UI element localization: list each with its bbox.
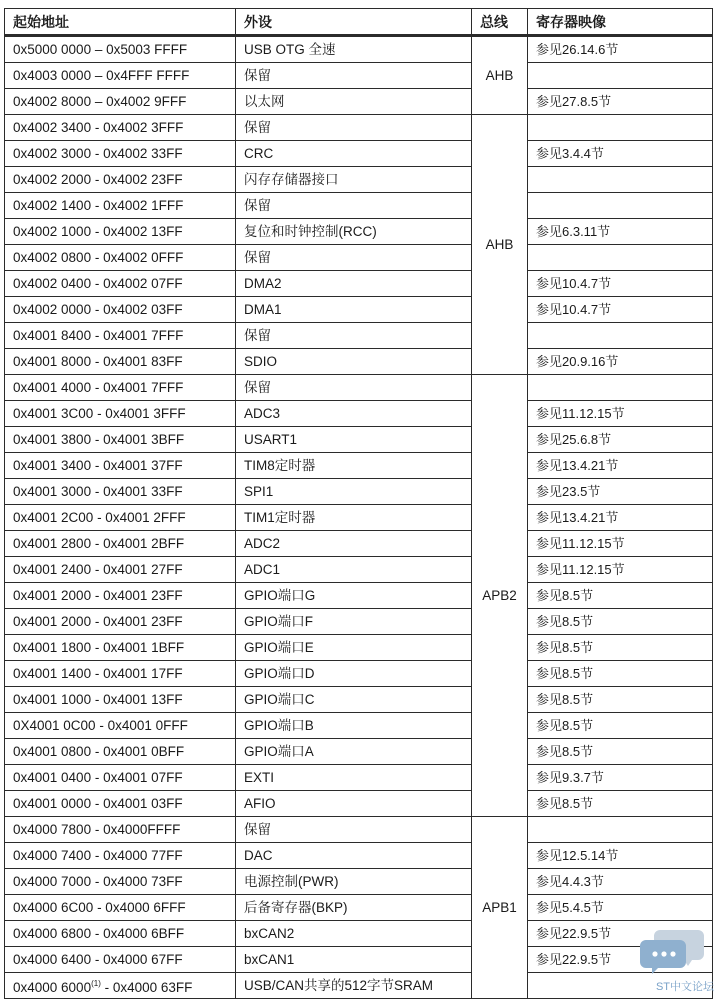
peripheral-cell: EXTI [236,765,472,791]
table-row [5,947,713,973]
peripheral-cell: 复位和时钟控制(RCC) [236,219,472,245]
peripheral-cell: SDIO [236,349,472,375]
start-address-cell: 0x4001 1400 - 0x4001 17FF [5,661,236,687]
start-address-cell: 0x4001 1000 - 0x4001 13FF [5,687,236,713]
start-address-cell: 0x4001 3C00 - 0x4001 3FFF [5,401,236,427]
table-row [5,661,713,687]
start-address-cell: 0x4001 0400 - 0x4001 07FF [5,765,236,791]
peripheral-cell: GPIO端口C [236,687,472,713]
start-address-cell: 0x4000 7800 - 0x4000FFFF [5,817,236,843]
table-row [5,791,713,817]
peripheral-cell: 保留 [236,375,472,401]
register-map-cell: 参见8.5节 [528,739,713,765]
table-row [5,921,713,947]
register-map-cell: 参见13.4.21节 [528,453,713,479]
register-map-cell: 参见8.5节 [528,583,713,609]
table-row [5,115,713,141]
table-row [5,843,713,869]
peripheral-cell: GPIO端口D [236,661,472,687]
table-row [5,817,713,843]
table-row [5,895,713,921]
start-address-cell: 0X4001 0C00 - 0x4001 0FFF [5,713,236,739]
register-map-cell: 参见11.12.15节 [528,557,713,583]
start-address-cell: 0x4000 7000 - 0x4000 73FF [5,869,236,895]
table-row [5,557,713,583]
register-map-cell: 参见20.9.16节 [528,349,713,375]
bus-cell: AHB [472,115,528,375]
header-peripheral: 外设 [236,9,472,36]
table-row [5,635,713,661]
start-address-cell: 0x4001 2800 - 0x4001 2BFF [5,531,236,557]
table-row [5,583,713,609]
peripheral-cell: GPIO端口B [236,713,472,739]
register-map-cell [528,167,713,193]
start-address-cell: 0x4001 2400 - 0x4001 27FF [5,557,236,583]
register-map-cell: 参见5.4.5节 [528,895,713,921]
start-address-cell: 0x4001 0000 - 0x4001 03FF [5,791,236,817]
peripheral-cell: 闪存存储器接口 [236,167,472,193]
start-address-cell: 0x4001 8000 - 0x4001 83FF [5,349,236,375]
table-row [5,271,713,297]
peripheral-cell: DMA1 [236,297,472,323]
peripheral-cell: GPIO端口E [236,635,472,661]
register-map-cell: 参见10.4.7节 [528,297,713,323]
peripheral-cell: bxCAN1 [236,947,472,973]
bus-cell: AHB [472,36,528,115]
register-map-cell: 参见4.4.3节 [528,869,713,895]
peripheral-cell: 保留 [236,817,472,843]
table-row [5,609,713,635]
table-row [5,297,713,323]
register-map-cell: 参见27.8.5节 [528,89,713,115]
table-row [5,401,713,427]
start-address-cell: 0x4001 3000 - 0x4001 33FF [5,479,236,505]
peripheral-cell: GPIO端口F [236,609,472,635]
table-row [5,193,713,219]
table-row [5,531,713,557]
bus-cell: APB1 [472,817,528,999]
register-map-cell [528,63,713,89]
peripheral-cell: AFIO [236,791,472,817]
peripheral-cell: 电源控制(PWR) [236,869,472,895]
start-address-cell: 0x4002 2000 - 0x4002 23FF [5,167,236,193]
start-address-cell: 0x4002 3400 - 0x4002 3FFF [5,115,236,141]
bus-cell: APB2 [472,375,528,817]
table-row [5,505,713,531]
register-map-cell [528,323,713,349]
peripheral-cell: ADC2 [236,531,472,557]
table-row [5,869,713,895]
register-map-cell: 参见8.5节 [528,791,713,817]
peripheral-cell: GPIO端口A [236,739,472,765]
register-map-cell: 参见26.14.6节 [528,36,713,63]
table-row [5,713,713,739]
register-map-cell: 参见8.5节 [528,609,713,635]
peripheral-cell: TIM8定时器 [236,453,472,479]
start-address-cell: 0x4001 2000 - 0x4001 23FF [5,609,236,635]
start-address-cell: 0x4003 0000 – 0x4FFF FFFF [5,63,236,89]
table-row [5,167,713,193]
start-address-cell: 0x4001 2C00 - 0x4001 2FFF [5,505,236,531]
start-address-cell: 0x4000 6C00 - 0x4000 6FFF [5,895,236,921]
table-row [5,479,713,505]
peripheral-cell: USART1 [236,427,472,453]
peripheral-cell: 保留 [236,193,472,219]
register-map-cell: 参见10.4.7节 [528,271,713,297]
register-map-cell [528,245,713,271]
peripheral-cell: 以太网 [236,89,472,115]
start-address-cell: 0x4001 3400 - 0x4001 37FF [5,453,236,479]
table-row [5,375,713,401]
start-address-cell: 0x4001 2000 - 0x4001 23FF [5,583,236,609]
address-end: - 0x4000 63FF [100,979,193,995]
register-map-cell: 参见13.4.21节 [528,505,713,531]
register-map-cell: 参见11.12.15节 [528,401,713,427]
peripheral-cell: GPIO端口G [236,583,472,609]
peripheral-cell: ADC3 [236,401,472,427]
register-map-cell: 参见22.9.5节 [528,947,713,973]
table-row [5,349,713,375]
peripheral-cell: USB/CAN共享的512字节SRAM [236,973,472,999]
start-address-cell: 0x4002 1000 - 0x4002 13FF [5,219,236,245]
table-row [5,63,713,89]
table-body [5,36,713,999]
footnote-marker: (1) [91,978,101,988]
peripheral-cell: DAC [236,843,472,869]
register-map-cell: 参见8.5节 [528,687,713,713]
start-address-cell: 0x5000 0000 – 0x5003 FFFF [5,36,236,63]
register-map-cell: 参见3.4.4节 [528,141,713,167]
table-row [5,219,713,245]
register-map-cell [528,115,713,141]
table-row [5,765,713,791]
header-bus: 总线 [472,9,528,36]
header-register-map: 寄存器映像 [528,9,713,36]
register-map-cell [528,375,713,401]
peripheral-cell: bxCAN2 [236,921,472,947]
register-map-cell: 参见23.5节 [528,479,713,505]
peripheral-cell: TIM1定时器 [236,505,472,531]
start-address-cell: 0x4001 3800 - 0x4001 3BFF [5,427,236,453]
register-map-cell: 参见8.5节 [528,713,713,739]
cropped-caption [0,0,720,8]
start-address-cell: 0x4000 7400 - 0x4000 77FF [5,843,236,869]
register-map-cell: 参见25.6.8节 [528,427,713,453]
register-map-cell [528,817,713,843]
start-address-cell: 0x4000 6400 - 0x4000 67FF [5,947,236,973]
peripheral-cell: 保留 [236,245,472,271]
register-map-cell: 参见6.3.11节 [528,219,713,245]
start-address-cell: 0x4002 8000 – 0x4002 9FFF [5,89,236,115]
start-address-cell: 0x4001 4000 - 0x4001 7FFF [5,375,236,401]
peripheral-cell: USB OTG 全速 [236,36,472,63]
table-row [5,739,713,765]
chat-bubble-icon [640,924,706,974]
peripheral-cell: ADC1 [236,557,472,583]
peripheral-cell: SPI1 [236,479,472,505]
start-address-cell: 0x4001 0800 - 0x4001 0BFF [5,739,236,765]
peripheral-cell: 保留 [236,115,472,141]
table-row [5,323,713,349]
start-address-cell: 0x4002 1400 - 0x4002 1FFF [5,193,236,219]
register-map-cell: 参见8.5节 [528,635,713,661]
register-map-cell [528,193,713,219]
start-address-cell: 0x4002 0000 - 0x4002 03FF [5,297,236,323]
forum-watermark [630,924,714,994]
start-address-cell: 0x4001 8400 - 0x4001 7FFF [5,323,236,349]
table-header-row [5,9,713,36]
peripheral-cell: 保留 [236,323,472,349]
start-address-cell: 0x4002 0800 - 0x4002 0FFF [5,245,236,271]
table-row [5,687,713,713]
table-row [5,427,713,453]
register-map-cell: 参见11.12.15节 [528,531,713,557]
peripheral-cell: 后备寄存器(BKP) [236,895,472,921]
table-row [5,141,713,167]
start-address-cell: 0x4002 3000 - 0x4002 33FF [5,141,236,167]
start-address-cell: 0x4001 1800 - 0x4001 1BFF [5,635,236,661]
peripheral-cell: DMA2 [236,271,472,297]
table-row [5,453,713,479]
table-row [5,36,713,63]
memory-map-table [4,8,713,999]
register-map-cell: 参见12.5.14节 [528,843,713,869]
start-address-cell: 0x4002 0400 - 0x4002 07FF [5,271,236,297]
table-row [5,89,713,115]
header-start-address: 起始地址 [5,9,236,36]
table-row [5,973,713,999]
register-map-cell: 参见22.9.5节 [528,921,713,947]
peripheral-cell: 保留 [236,63,472,89]
start-address-cell: 0x4000 6800 - 0x4000 6BFF [5,921,236,947]
register-map-cell: 参见9.3.7节 [528,765,713,791]
address-start: 0x4000 6000 [13,979,92,995]
start-address-cell [5,973,236,999]
table-row [5,245,713,271]
peripheral-cell: CRC [236,141,472,167]
register-map-cell: 参见8.5节 [528,661,713,687]
watermark-text: ST中文论坛 [655,981,714,993]
